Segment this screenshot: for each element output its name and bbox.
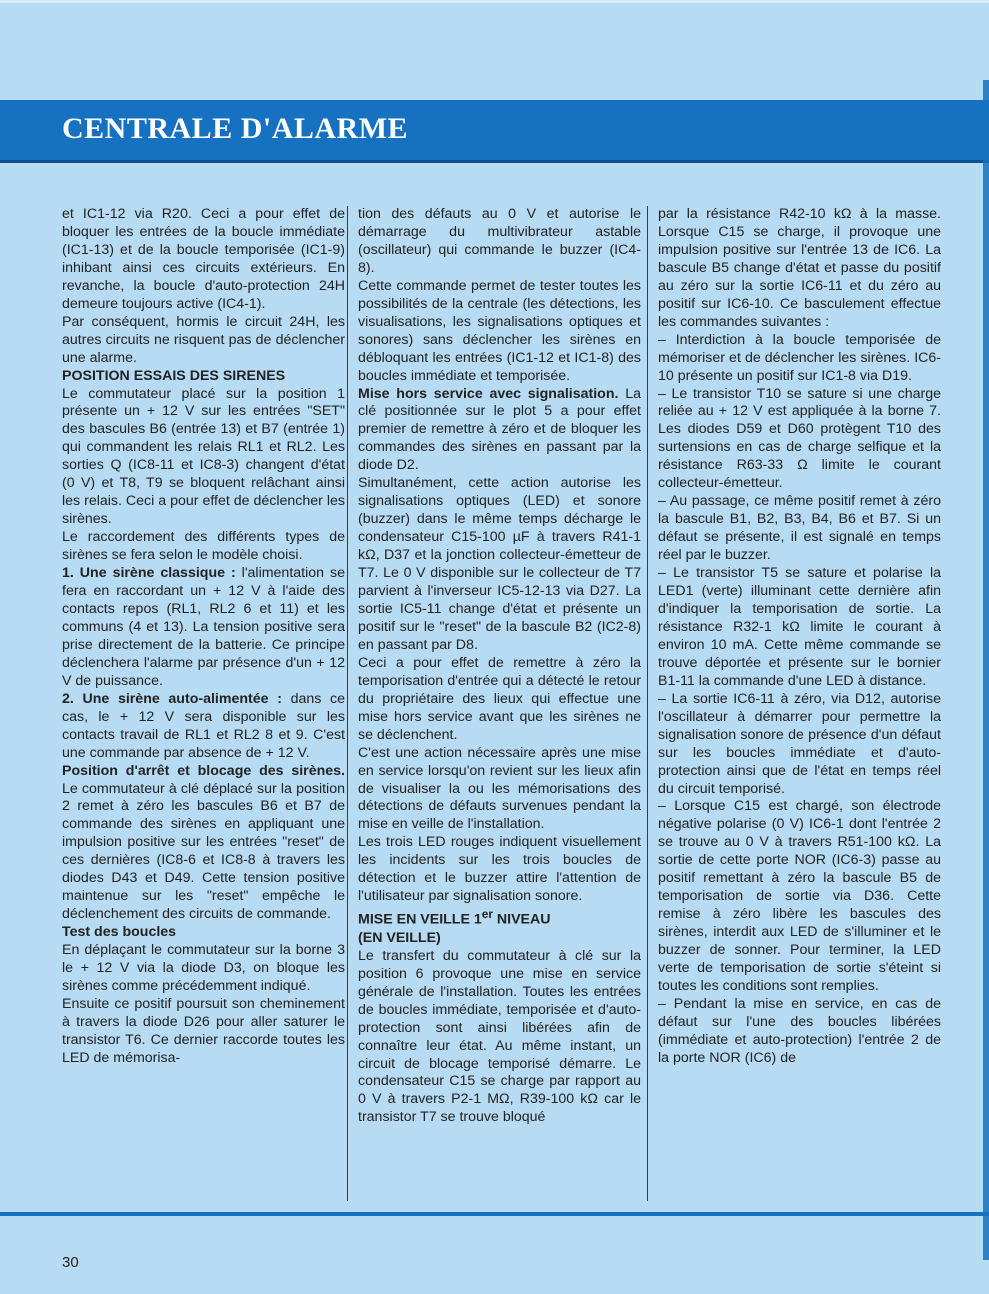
paragraph xyxy=(62,763,345,925)
paragraph: Cette commande permet de tester toutes les possibilités de la centrale (les détections, les visualisations, les signalisations optiques et sonores) sans déclencher les sirènes en débloquant les entrées (IC1-12 et IC1-8) des boucles immédiate et temporisée. xyxy=(358,277,641,384)
section-heading: Test des boucles xyxy=(62,924,177,941)
paragraph xyxy=(62,691,345,763)
paragraph: Le raccordement des différents types de sirènes se fera selon le modèle choisi. xyxy=(62,529,345,564)
section-heading: POSITION ESSAIS DES SIRENES xyxy=(62,367,286,384)
paragraph: Ceci a pour effet de remettre à zéro la temporisation d'entrée qui a détecté le retour du propriétaire des lieux qui effectue une mise hors service avant que les sirènes ne se déclenchent. xyxy=(358,654,641,743)
paragraph: – Le transistor T10 se sature si une charge reliée au + 12 V est appliquée à la borne 7. Les diodes D59 et D60 protègent T10 des surtensions en cas de charge selfique et la résistance R63-33 Ω limite le courant collecteur-émetteur. xyxy=(658,385,941,492)
paragraph-text: l'alimentation se fera en raccordant un + 12 V à l'aide des contacts repos (RL1, RL2 6 et 11) et les communs (4 et 13). La tension positive sera prise directement de la batterie. Ce principe déclenchera l'alarme par présence d'un + 12 V de puissance. xyxy=(62,565,345,689)
heading-text: NIVEAU xyxy=(492,911,551,928)
paragraph: – Au passage, ce même positif remet à zéro la bascule B1, B2, B3, B4, B6 et B7. Si un défaut se présente, il est signalé en temps réel par le buzzer. xyxy=(658,493,941,564)
text-column-1 xyxy=(62,206,345,1201)
heading-text: MISE EN VEILLE 1 xyxy=(358,911,482,928)
paragraph: Le transfert du commutateur à clé sur la position 6 provoque une mise en service générale de l'installation. Toutes les entrées de boucles immédiate, temporisée et d'auto-protection sont ainsi libérées afin de connaître leur état. Au même instant, un circuit de blocage temporisé démarre. Le condensateur C15 se charge par rapport au 0 V à travers P2-1 MΩ, R39-100 kΩ car le transistor T7 se trouve bloqué xyxy=(358,947,641,1126)
paragraph: tion des défauts au 0 V et autorise le démarrage du multivibrateur astable (oscillateur) qui commande le buzzer (IC4-8). xyxy=(358,206,641,276)
run-in-heading: 2. Une sirène auto-alimentée : xyxy=(62,690,282,707)
run-in-heading: 1. Une sirène classique : xyxy=(62,565,236,582)
paragraph: Par conséquent, hormis le circuit 24H, les autres circuits ne risquent pas de déclencher une alarme. xyxy=(62,313,345,366)
paragraph-text: La clé positionnée sur le plot 5 a pour effet premier de remettre à zéro et de bloquer les commandes des sirènes en passant par la diode D2. xyxy=(358,385,641,474)
section-heading xyxy=(358,906,641,948)
paragraph: et IC1-12 via R20. Ceci a pour effet de bloquer les entrées de la boucle immédiate (IC1-13) et de la boucle temporisée (IC1-9) inhibant ainsi ces circuits extérieurs. En revanche, la boucle d'auto-protection 24H demeure toujours active (IC4-1). xyxy=(62,206,345,312)
paragraph: – Interdiction à la boucle temporisée de mémoriser et de déclencher les sirènes. IC6-10 présente un positif sur IC1-8 via D19. xyxy=(658,331,941,384)
paragraph: – Lorsque C15 est chargé, son électrode négative polarise (0 V) IC6-1 dont l'entrée 2 se trouve au 0 V à travers R51-100 kΩ. La sortie de cette porte NOR (IC6-3) passe au positif remettant à zéro la bascule B5 de temporisation de sortie via D36. Cette remise à zéro libère les bascules des sirènes, interdit aux LED de s'illuminer et le buzzer de sonner. Pour terminer, la LED verte de temporisation de sortie s'éteint si toutes les conditions sont remplies. xyxy=(658,798,941,994)
heading-text: (EN VEILLE) xyxy=(358,929,441,946)
paragraph: Les trois LED rouges indiquent visuellement les incidents sur les trois boucles de détection et le buzzer attire l'attention de l'utilisateur par signalisation sonore. xyxy=(358,834,641,905)
column-divider xyxy=(647,206,648,1201)
page-title: CENTRALE D'ALARME xyxy=(62,112,409,145)
heading-superscript: er xyxy=(481,907,493,922)
page-number: 30 xyxy=(62,1254,79,1271)
paragraph: par la résistance R42-10 kΩ à la masse. Lorsque C15 se charge, il provoque une impulsion positive sur l'entrée 13 de IC6. La bascule B5 change d'état et passe du positif au zéro sur la sortie IC6-11 et du zéro au positif sur IC6-10. Ce basculement effectue les commandes suivantes : xyxy=(658,206,941,330)
paragraph: En déplaçant le commutateur sur la borne 3 le + 12 V via la diode D3, on bloque les sirènes comme précédemment indiqué. xyxy=(62,942,345,994)
paragraph: Simultanément, cette action autorise les signalisations optiques (LED) et sonore (buzzer) dans le même temps décharge le condensateur C15-100 µF à travers R41-1 kΩ, D37 et la jonction collecteur-émetteur de T7. Le 0 V disponible sur le collecteur de T7 parvient à l'inverseur IC5-12-13 via D27. La sortie IC5-11 change d'état et présente un positif sur le "reset" de la bascule B2 (IC2-8) en passant par D8. xyxy=(358,475,641,653)
paragraph: – Le transistor T5 se sature et polarise la LED1 (verte) illuminant cette dernière afin d'indiquer la temporisation de sortie. La résistance R32-1 kΩ limite le courant à environ 10 mA. Cette même commande se trouve déportée et présente sur le bornier B1-11 la commande d'une LED à distance. xyxy=(658,565,941,689)
text-column-3 xyxy=(658,206,941,1201)
paragraph: – La sortie IC6-11 à zéro, via D12, autorise l'oscillateur à démarrer pour permettre la signalisation sonore de présence d'un défaut sur les boucles immédiate et d'auto-protection ainsi que de l'état en temps réel du circuit temporisé. xyxy=(658,690,941,797)
page-edge-stripe xyxy=(983,80,989,1260)
paragraph: Ensuite ce positif poursuit son cheminement à travers la diode D26 pour aller saturer le transistor T6. Ce dernier raccorde toutes les LED de mémorisa- xyxy=(62,995,345,1066)
paragraph-text: Le commutateur à clé déplacé sur la position 2 remet à zéro les bascules B6 et B7 de commande des sirènes en appliquant une impulsion positive sur les entrées "reset" de ces dernières (IC8-6 et IC8-8 à travers les diodes D43 et D49. Cette tension positive maintenue sur les "reset" empêche le déclenchement des circuits de commande. xyxy=(62,780,345,923)
paragraph xyxy=(62,565,345,691)
paragraph: C'est une action nécessaire après une mise en service lorsqu'on revient sur les lieux afin de visualiser la ou les mémorisations des détections de défauts survenues pendant la mise en veille de l'installation. xyxy=(358,744,641,833)
column-divider xyxy=(347,206,348,1201)
run-in-heading: Mise hors service avec signalisation. xyxy=(358,385,619,402)
top-rule xyxy=(0,0,989,3)
paragraph: Le commutateur placé sur la position 1 présente un + 12 V sur les entrées "SET" des bascules B6 (entrée 13) et B7 (entrée 1) qui commandent les relais RL1 et RL2. Les sorties Q (IC8-11 et IC8-3) changent d'état (0 V) et T8, T9 se bloquent relâchant ainsi les relais. Ceci a pour effet de déclencher les sirènes. xyxy=(62,385,345,528)
run-in-heading: Position d'arrêt et blocage des sirènes. xyxy=(62,762,345,779)
paragraph-text: dans ce cas, le + 12 V sera disponible sur les contacts travail de RL1 et RL2 8 et 9. C'est une commande par absence de + 12 V. xyxy=(62,690,345,761)
paragraph xyxy=(358,386,641,476)
paragraph: – Pendant la mise en service, en cas de défaut sur l'une des boucles libérées (immédiate et auto-protection) l'entrée 2 de la porte NOR (IC6) de xyxy=(658,995,941,1066)
text-column-2 xyxy=(358,206,641,1201)
footer-rule xyxy=(0,1212,989,1216)
